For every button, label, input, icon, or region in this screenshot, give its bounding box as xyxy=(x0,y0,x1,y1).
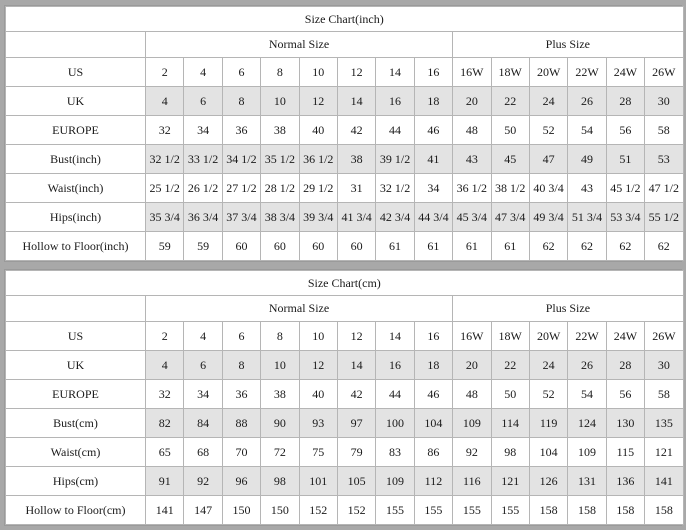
row-label: Waist(inch) xyxy=(6,174,146,203)
cell: 48 xyxy=(453,116,491,145)
cell: 36 xyxy=(222,380,260,409)
cell: 30 xyxy=(645,351,684,380)
group-label-plus-size: Plus Size xyxy=(453,296,684,322)
row-label: EUROPE xyxy=(6,116,146,145)
cell: 22 xyxy=(491,351,529,380)
cell: 42 3/4 xyxy=(376,203,414,232)
cell: 43 xyxy=(568,174,606,203)
cell: 135 xyxy=(645,409,684,438)
cell: 155 xyxy=(376,496,414,525)
cell: 47 xyxy=(529,145,567,174)
cell: 52 xyxy=(529,116,567,145)
cell: 51 xyxy=(606,145,644,174)
cell: 8 xyxy=(261,322,299,351)
cell: 121 xyxy=(645,438,684,467)
cell: 54 xyxy=(568,116,606,145)
cell: 8 xyxy=(222,351,260,380)
cell: 22W xyxy=(568,58,606,87)
cell: 48 xyxy=(453,380,491,409)
cell: 60 xyxy=(337,232,375,261)
cell: 98 xyxy=(261,467,299,496)
cell: 10 xyxy=(299,58,337,87)
cell: 36 1/2 xyxy=(453,174,491,203)
cell: 112 xyxy=(414,467,452,496)
cell: 131 xyxy=(568,467,606,496)
cell: 93 xyxy=(299,409,337,438)
cell: 60 xyxy=(261,232,299,261)
cell: 32 xyxy=(146,116,184,145)
cell: 36 xyxy=(222,116,260,145)
cell: 92 xyxy=(184,467,222,496)
cell: 46 xyxy=(414,380,452,409)
cell: 30 xyxy=(645,87,683,116)
cell: 22 xyxy=(491,87,529,116)
cell: 91 xyxy=(146,467,184,496)
cell: 10 xyxy=(299,322,337,351)
cell: 12 xyxy=(299,351,337,380)
table-group-row xyxy=(6,32,684,58)
table-row xyxy=(6,174,684,203)
size-chart-inch-table xyxy=(5,6,684,261)
cell: 58 xyxy=(645,116,683,145)
cell: 47 1/2 xyxy=(645,174,683,203)
cell: 152 xyxy=(337,496,375,525)
cell: 98 xyxy=(491,438,529,467)
cell: 42 xyxy=(337,116,375,145)
cell: 44 3/4 xyxy=(414,203,452,232)
cell: 6 xyxy=(184,351,222,380)
cell: 38 1/2 xyxy=(491,174,529,203)
size-chart-cm xyxy=(4,269,682,526)
cell: 121 xyxy=(491,467,529,496)
cell: 16 xyxy=(414,322,452,351)
table-title-row xyxy=(6,7,684,32)
cell: 130 xyxy=(606,409,644,438)
cell: 158 xyxy=(606,496,644,525)
cell: 109 xyxy=(568,438,606,467)
cell: 62 xyxy=(606,232,644,261)
cell: 53 3/4 xyxy=(606,203,644,232)
cell: 18 xyxy=(414,87,452,116)
cell: 2 xyxy=(146,322,184,351)
cell: 6 xyxy=(222,322,260,351)
cell: 58 xyxy=(645,380,684,409)
cell: 46 xyxy=(414,116,452,145)
cell: 37 3/4 xyxy=(222,203,260,232)
cell: 26W xyxy=(645,322,684,351)
cell: 60 xyxy=(222,232,260,261)
cell: 72 xyxy=(261,438,299,467)
cell: 105 xyxy=(337,467,375,496)
cell: 92 xyxy=(453,438,491,467)
cell: 83 xyxy=(376,438,414,467)
cell: 61 xyxy=(376,232,414,261)
cell: 155 xyxy=(414,496,452,525)
cell: 82 xyxy=(146,409,184,438)
cell: 90 xyxy=(261,409,299,438)
cell: 8 xyxy=(222,87,260,116)
cell: 34 xyxy=(184,116,222,145)
cell: 62 xyxy=(568,232,606,261)
table-row xyxy=(6,380,684,409)
cell: 41 3/4 xyxy=(337,203,375,232)
table-row xyxy=(6,232,684,261)
table-group-row xyxy=(6,296,684,322)
row-label: UK xyxy=(6,87,146,116)
cell: 49 xyxy=(568,145,606,174)
row-label: Hollow to Floor(cm) xyxy=(6,496,146,525)
group-label-normal-size: Normal Size xyxy=(146,296,453,322)
cell: 35 1/2 xyxy=(261,145,299,174)
cell: 39 1/2 xyxy=(376,145,414,174)
cell: 38 xyxy=(261,116,299,145)
cell: 39 3/4 xyxy=(299,203,337,232)
row-label: EUROPE xyxy=(6,380,146,409)
table-row xyxy=(6,409,684,438)
cell: 50 xyxy=(491,116,529,145)
row-label: Bust(cm) xyxy=(6,409,146,438)
table-row xyxy=(6,58,684,87)
cell: 4 xyxy=(146,87,184,116)
cell: 152 xyxy=(299,496,337,525)
cell: 20W xyxy=(529,322,567,351)
cell: 104 xyxy=(414,409,452,438)
cell: 62 xyxy=(645,232,683,261)
cell: 49 3/4 xyxy=(529,203,567,232)
cell: 34 xyxy=(414,174,452,203)
cell: 68 xyxy=(184,438,222,467)
cell: 54 xyxy=(568,380,606,409)
cell: 26 xyxy=(568,351,606,380)
cell: 70 xyxy=(222,438,260,467)
cell: 141 xyxy=(645,467,684,496)
cell: 14 xyxy=(337,351,375,380)
cell: 104 xyxy=(529,438,567,467)
cell: 16W xyxy=(453,322,491,351)
cell: 20 xyxy=(453,87,491,116)
row-label: US xyxy=(6,322,146,351)
cell: 59 xyxy=(146,232,184,261)
table-row xyxy=(6,438,684,467)
cell: 24 xyxy=(529,87,567,116)
cell: 16 xyxy=(376,87,414,116)
row-label: Hips(inch) xyxy=(6,203,146,232)
cell: 75 xyxy=(299,438,337,467)
cell: 61 xyxy=(414,232,452,261)
cell: 56 xyxy=(606,380,644,409)
row-label: Bust(inch) xyxy=(6,145,146,174)
cell: 124 xyxy=(568,409,606,438)
cell: 100 xyxy=(376,409,414,438)
cell: 18 xyxy=(414,351,452,380)
row-label: UK xyxy=(6,351,146,380)
cell: 36 1/2 xyxy=(299,145,337,174)
cell: 18W xyxy=(491,322,529,351)
cell: 26 1/2 xyxy=(184,174,222,203)
cell: 53 xyxy=(645,145,683,174)
table-row xyxy=(6,116,684,145)
cell: 27 1/2 xyxy=(222,174,260,203)
chart-title: Size Chart(inch) xyxy=(6,7,684,32)
cell: 26W xyxy=(645,58,683,87)
cell: 14 xyxy=(337,87,375,116)
cell: 52 xyxy=(529,380,567,409)
cell: 26 xyxy=(568,87,606,116)
cell: 34 1/2 xyxy=(222,145,260,174)
cell: 62 xyxy=(529,232,567,261)
cell: 28 xyxy=(606,87,644,116)
cell: 150 xyxy=(261,496,299,525)
cell: 38 3/4 xyxy=(261,203,299,232)
row-label: Hips(cm) xyxy=(6,467,146,496)
cell: 114 xyxy=(491,409,529,438)
group-label-normal-size: Normal Size xyxy=(146,32,453,58)
cell: 44 xyxy=(376,380,414,409)
cell: 6 xyxy=(222,58,260,87)
table-row xyxy=(6,496,684,525)
cell: 45 3/4 xyxy=(453,203,491,232)
group-label-blank xyxy=(6,296,146,322)
cell: 28 1/2 xyxy=(261,174,299,203)
cell: 55 1/2 xyxy=(645,203,683,232)
cell: 4 xyxy=(146,351,184,380)
cell: 40 xyxy=(299,380,337,409)
cell: 43 xyxy=(453,145,491,174)
cell: 88 xyxy=(222,409,260,438)
cell: 45 xyxy=(491,145,529,174)
table-row xyxy=(6,322,684,351)
cell: 24W xyxy=(606,58,644,87)
cell: 32 xyxy=(146,380,184,409)
group-label-plus-size: Plus Size xyxy=(453,32,683,58)
cell: 84 xyxy=(184,409,222,438)
cell: 29 1/2 xyxy=(299,174,337,203)
cell: 36 3/4 xyxy=(184,203,222,232)
cell: 136 xyxy=(606,467,644,496)
cell: 16W xyxy=(453,58,491,87)
cell: 4 xyxy=(184,58,222,87)
cell: 44 xyxy=(376,116,414,145)
cell: 24 xyxy=(529,351,567,380)
cell: 60 xyxy=(299,232,337,261)
cell: 158 xyxy=(529,496,567,525)
cell: 38 xyxy=(337,145,375,174)
cell: 35 3/4 xyxy=(146,203,184,232)
cell: 25 1/2 xyxy=(146,174,184,203)
cell: 155 xyxy=(453,496,491,525)
cell: 47 3/4 xyxy=(491,203,529,232)
cell: 32 1/2 xyxy=(376,174,414,203)
cell: 96 xyxy=(222,467,260,496)
cell: 115 xyxy=(606,438,644,467)
cell: 38 xyxy=(261,380,299,409)
cell: 12 xyxy=(337,58,375,87)
cell: 40 3/4 xyxy=(529,174,567,203)
table-title-row xyxy=(6,271,684,296)
cell: 24W xyxy=(606,322,644,351)
cell: 31 xyxy=(337,174,375,203)
cell: 2 xyxy=(146,58,184,87)
cell: 14 xyxy=(376,322,414,351)
cell: 97 xyxy=(337,409,375,438)
table-row xyxy=(6,203,684,232)
cell: 158 xyxy=(568,496,606,525)
cell: 126 xyxy=(529,467,567,496)
cell: 42 xyxy=(337,380,375,409)
cell: 150 xyxy=(222,496,260,525)
cell: 20 xyxy=(453,351,491,380)
cell: 6 xyxy=(184,87,222,116)
cell: 33 1/2 xyxy=(184,145,222,174)
row-label: Hollow to Floor(inch) xyxy=(6,232,146,261)
cell: 28 xyxy=(606,351,644,380)
table-row xyxy=(6,145,684,174)
cell: 34 xyxy=(184,380,222,409)
table-row xyxy=(6,467,684,496)
cell: 51 3/4 xyxy=(568,203,606,232)
cell: 119 xyxy=(529,409,567,438)
size-chart-cm-table xyxy=(5,270,684,525)
size-chart-inch xyxy=(4,5,682,262)
cell: 61 xyxy=(453,232,491,261)
cell: 158 xyxy=(645,496,684,525)
cell: 41 xyxy=(414,145,452,174)
cell: 141 xyxy=(146,496,184,525)
cell: 20W xyxy=(529,58,567,87)
table-row xyxy=(6,87,684,116)
cell: 86 xyxy=(414,438,452,467)
cell: 109 xyxy=(376,467,414,496)
row-label: US xyxy=(6,58,146,87)
cell: 65 xyxy=(146,438,184,467)
cell: 16 xyxy=(376,351,414,380)
cell: 4 xyxy=(184,322,222,351)
cell: 147 xyxy=(184,496,222,525)
cell: 45 1/2 xyxy=(606,174,644,203)
cell: 18W xyxy=(491,58,529,87)
cell: 22W xyxy=(568,322,606,351)
row-label: Waist(cm) xyxy=(6,438,146,467)
cell: 14 xyxy=(376,58,414,87)
cell: 10 xyxy=(261,87,299,116)
cell: 10 xyxy=(261,351,299,380)
cell: 155 xyxy=(491,496,529,525)
cell: 12 xyxy=(299,87,337,116)
cell: 101 xyxy=(299,467,337,496)
cell: 59 xyxy=(184,232,222,261)
cell: 50 xyxy=(491,380,529,409)
cell: 32 1/2 xyxy=(146,145,184,174)
cell: 61 xyxy=(491,232,529,261)
cell: 8 xyxy=(261,58,299,87)
cell: 56 xyxy=(606,116,644,145)
cell: 12 xyxy=(337,322,375,351)
cell: 116 xyxy=(453,467,491,496)
cell: 40 xyxy=(299,116,337,145)
cell: 79 xyxy=(337,438,375,467)
group-label-blank xyxy=(6,32,146,58)
cell: 109 xyxy=(453,409,491,438)
chart-title: Size Chart(cm) xyxy=(6,271,684,296)
table-row xyxy=(6,351,684,380)
cell: 16 xyxy=(414,58,452,87)
